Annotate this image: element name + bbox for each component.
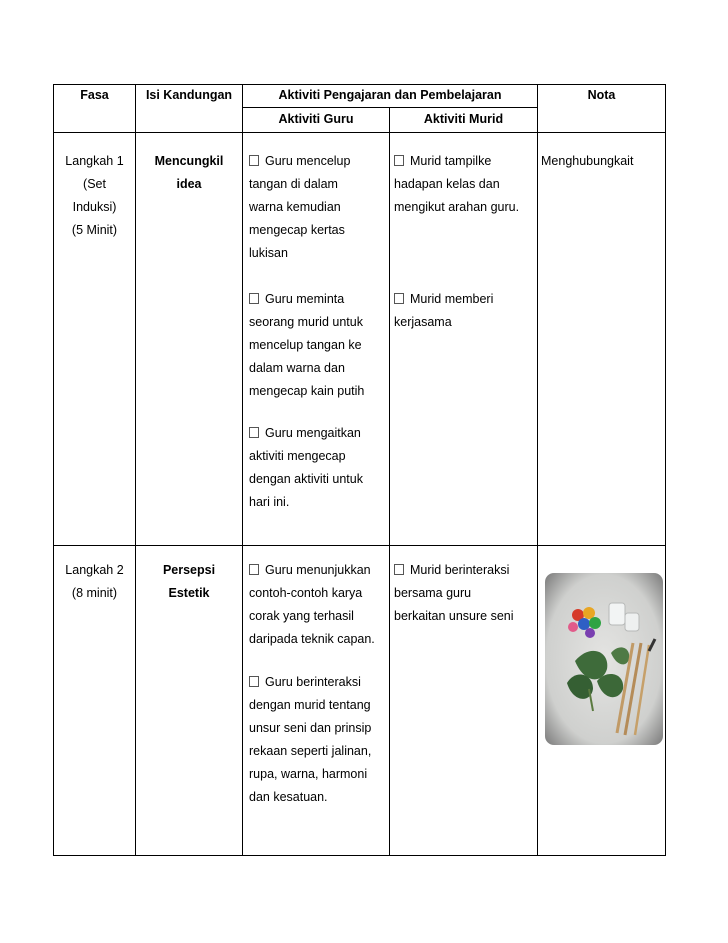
header-nota: Nota bbox=[587, 88, 616, 102]
row2-isi: Persepsi Estetik bbox=[162, 563, 216, 600]
header-aktiviti: Aktiviti Pengajaran dan Pembelajaran bbox=[278, 88, 502, 102]
header-aktiviti-guru: Aktiviti Guru bbox=[278, 112, 354, 126]
row1-guru-2: Guru meminta seorang murid untuk mencelup tangan ke dalam warna dan mengecap kain putih bbox=[249, 292, 365, 398]
row2-guru-2: Guru berinteraksi dengan murid tentang unsur seni dan prinsip rekaan seperti jalinan, rupa, warna, harmoni dan kesatuan. bbox=[249, 675, 372, 804]
row1-nota: Menghubungkait bbox=[541, 154, 634, 168]
row1-murid-1: Murid tampilke hadapan kelas dan mengikut arahan guru. bbox=[394, 154, 520, 214]
row1-guru-1: Guru mencelup tangan di dalam warna kemudian mengecap kertas lukisan bbox=[249, 154, 351, 260]
header-aktiviti-murid: Aktiviti Murid bbox=[423, 112, 504, 126]
bullet-icon bbox=[249, 427, 259, 438]
row2-murid-1: Murid berinteraksi bersama guru berkaitan unsure seni bbox=[394, 563, 514, 623]
header-isi-kandungan: Isi Kandungan bbox=[145, 88, 233, 102]
row1-fasa: Langkah 1 (Set Induksi) (5 Minit) bbox=[65, 154, 124, 237]
row2-guru-1: Guru menunjukkan contoh-contoh karya corak yang terhasil daripada teknik capan. bbox=[249, 563, 375, 646]
row1-isi: Mencungkil idea bbox=[154, 154, 224, 191]
row1-guru-3: Guru mengaitkan aktiviti mengecap dengan aktiviti untuk hari ini. bbox=[249, 426, 363, 509]
bullet-icon bbox=[249, 564, 259, 575]
bullet-icon bbox=[249, 155, 259, 166]
bullet-icon bbox=[249, 676, 259, 687]
header-fasa: Fasa bbox=[80, 88, 109, 102]
bullet-icon bbox=[394, 155, 404, 166]
row1-murid-2: Murid memberi kerjasama bbox=[394, 292, 494, 329]
row2-fasa: Langkah 2 (8 minit) bbox=[65, 563, 124, 600]
bullet-icon bbox=[394, 564, 404, 575]
activity-photo bbox=[545, 573, 663, 745]
bullet-icon bbox=[394, 293, 404, 304]
bullet-icon bbox=[249, 293, 259, 304]
